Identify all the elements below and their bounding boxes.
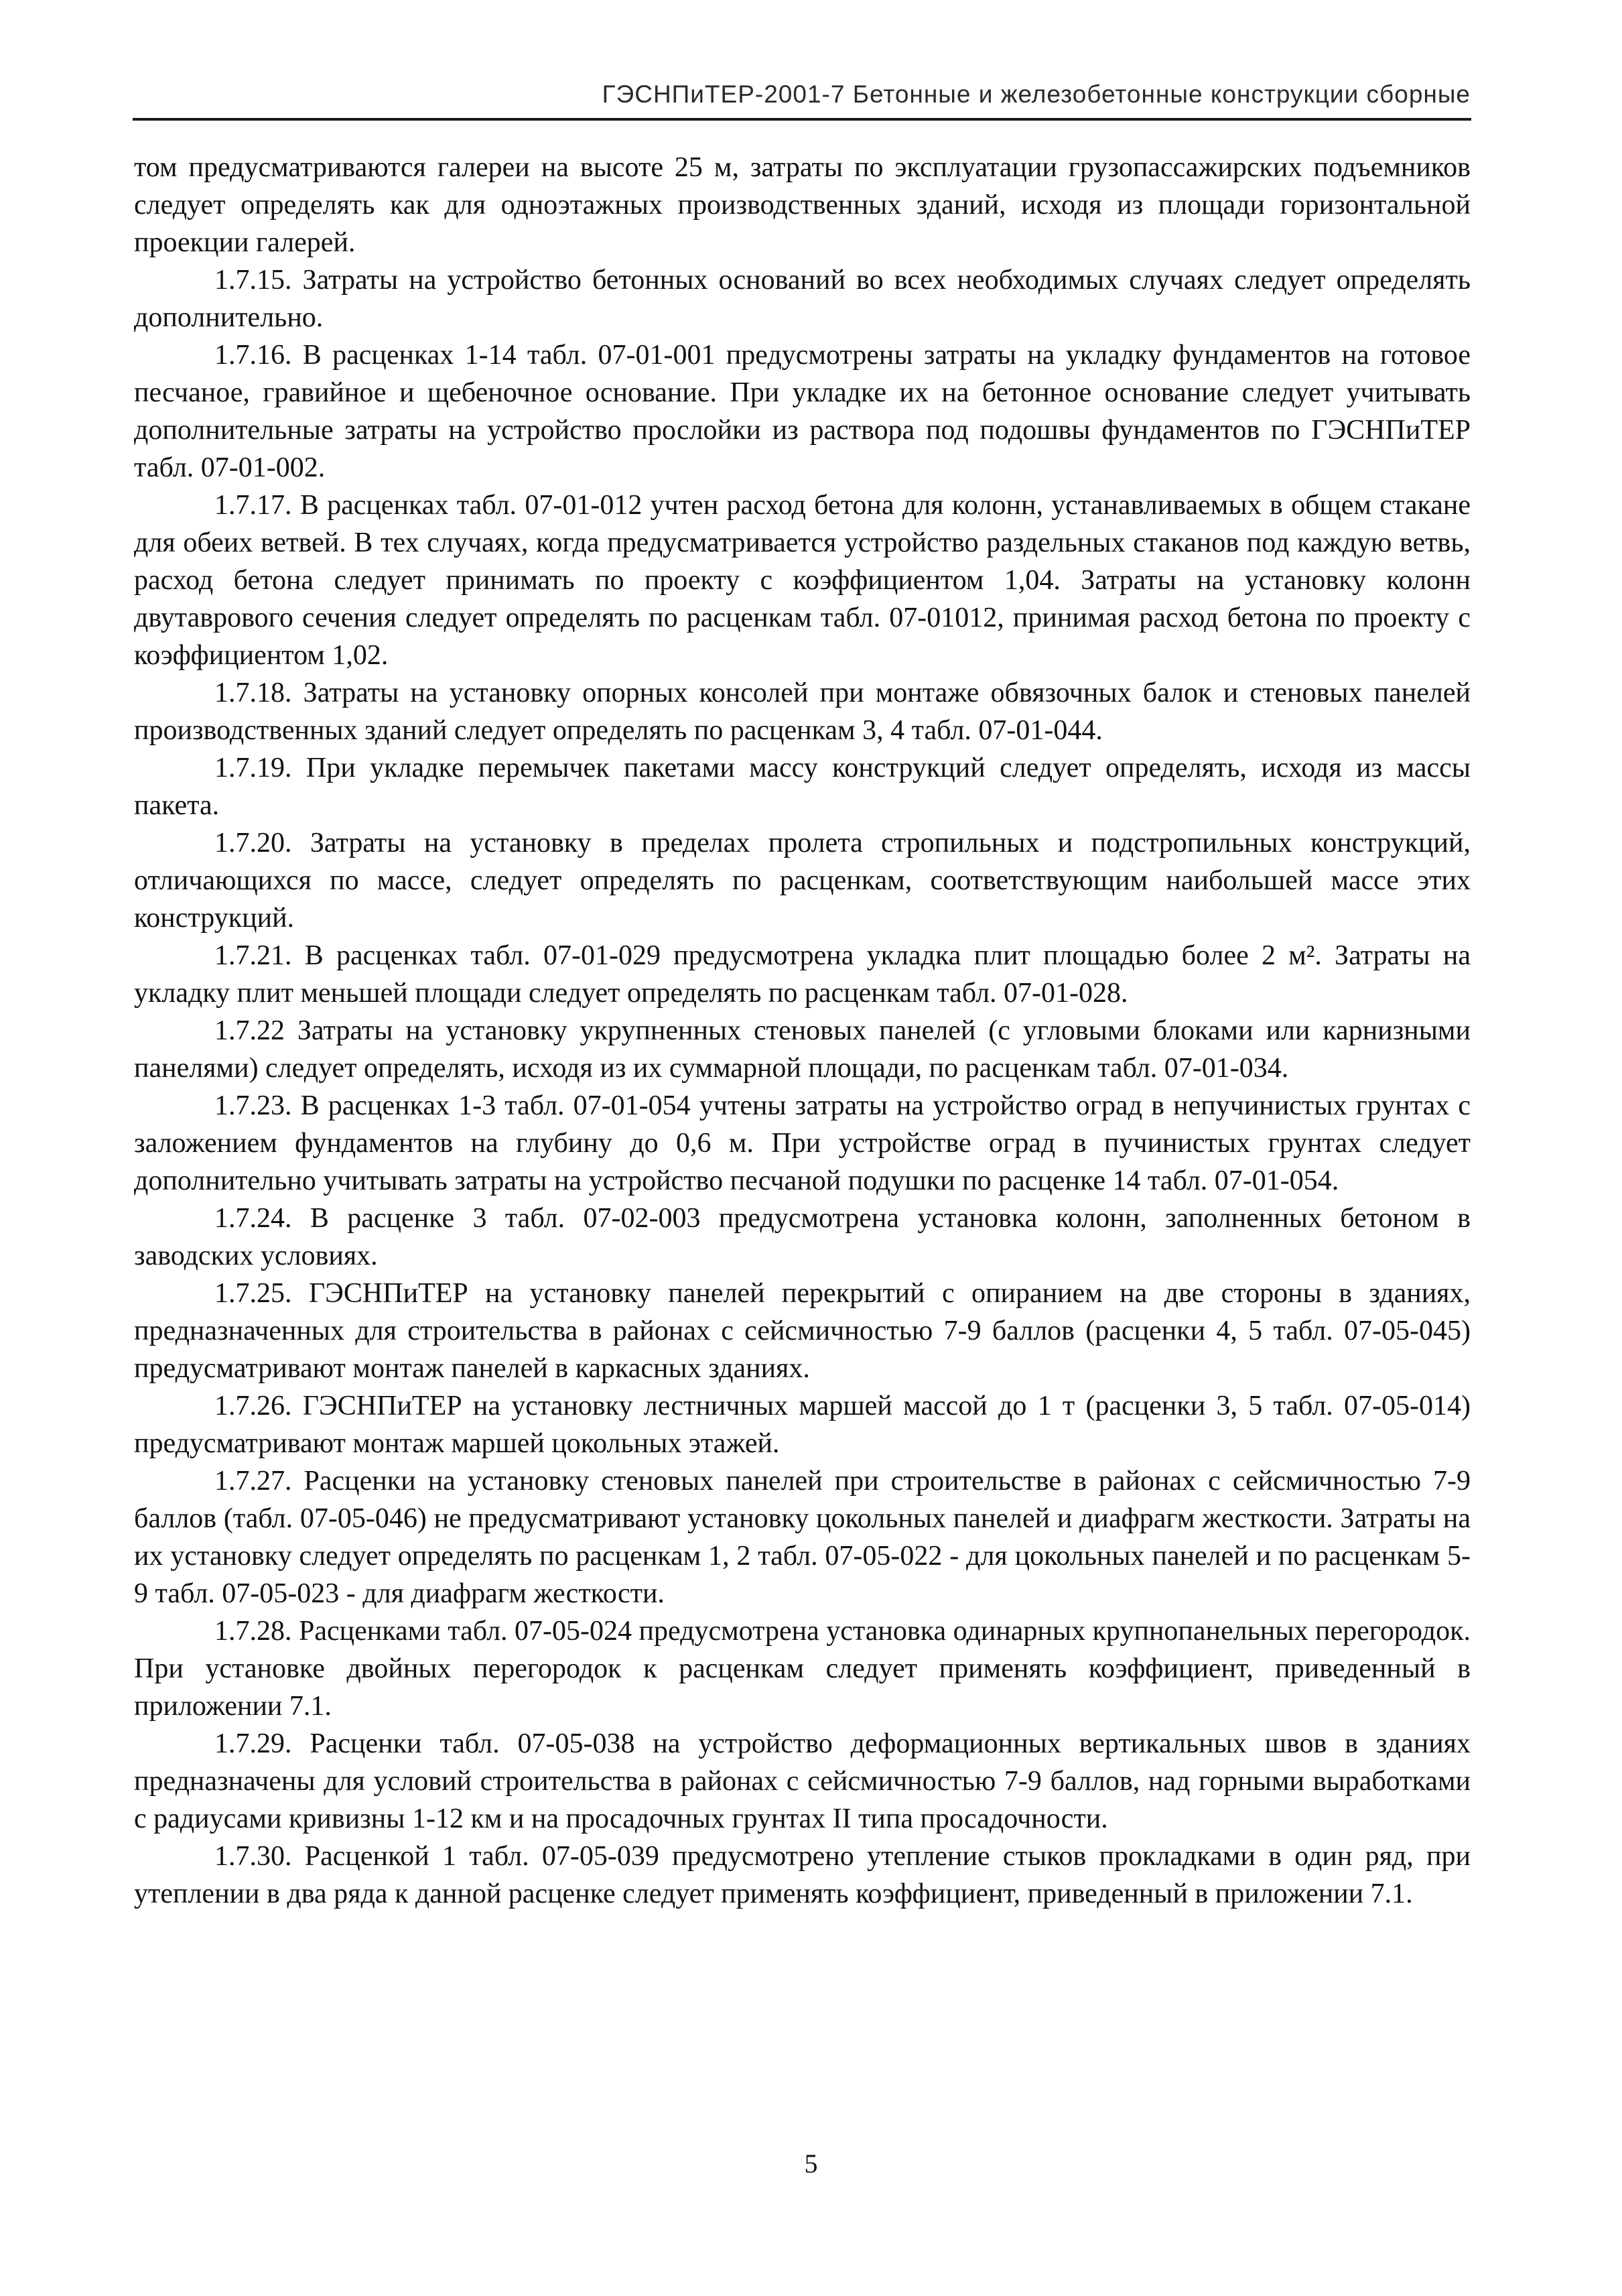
paragraph-1-7-18: 1.7.18. Затраты на установку опорных консолей при монтаже обвязочных балок и стеновых панелей производственных зданий следует определять по расценкам 3, 4 табл. 07-01-044.: [134, 678, 1471, 746]
paragraph-1-7-25: 1.7.25. ГЭСНПиТЕР на установку панелей перекрытий с опиранием на две стороны в зданиях, предназначенных для строительства в районах с сейсмичностью 7-9 баллов (расценки 4, 5 табл. 07-05-045) предусматривают монтаж панелей в каркасных зданиях.: [134, 1278, 1471, 1384]
paragraph-1-7-30: 1.7.30. Расценкой 1 табл. 07-05-039 предусмотрено утепление стыков прокладками в один ряд, при утеплении в два ряда к данной расценке следует применять коэффициент, приведенный в приложении 7.1.: [134, 1841, 1471, 1909]
running-header: ГЭСНПиТЕР-2001-7 Бетонные и железобетонные конструкции сборные: [602, 80, 1471, 108]
header-rule: [133, 118, 1471, 121]
paragraph-1-7-22: 1.7.22 Затраты на установку укрупненных стеновых панелей (с угловыми блоками или карнизными панелями) следует определять, исходя из их суммарной площади, по расценкам табл. 07-01-034.: [134, 1015, 1471, 1084]
paragraph-1-7-23: 1.7.23. В расценках 1-3 табл. 07-01-054 учтены затраты на устройство оград в непучинистых грунтах с заложением фундаментов на глубину до 0,6 м. При устройстве оград в пучинистых грунтах следует дополнительно учитывать затраты на устройство песчаной подушки по расценке 14 табл. 07-01-054.: [134, 1090, 1471, 1196]
paragraph-1-7-20: 1.7.20. Затраты на установку в пределах пролета стропильных и подстропильных конструкций, отличающихся по массе, следует определять по расценкам, соответствующим наибольшей массе этих конструкций.: [134, 828, 1471, 934]
paragraph-1-7-16: 1.7.16. В расценках 1-14 табл. 07-01-001 предусмотрены затраты на укладку фундаментов на готовое песчаное, гравийное и щебеночное основание. При укладке их на бетонное основание следует учитывать дополнительные затраты на устройство прослойки из раствора под подошвы фундаментов по ГЭСНПиТЕР табл. 07-01-002.: [134, 340, 1471, 483]
paragraph-1-7-26: 1.7.26. ГЭСНПиТЕР на установку лестничных маршей массой до 1 т (расценки 3, 5 табл. 07-05-014) предусматривают монтаж маршей цокольных этажей.: [134, 1391, 1471, 1459]
paragraph-1-7-19: 1.7.19. При укладке перемычек пакетами массу конструкций следует определять, исходя из массы пакета.: [134, 753, 1471, 821]
document-body: [134, 149, 1471, 1913]
paragraph-1-7-27: 1.7.27. Расценки на установку стеновых панелей при строительстве в районах с сейсмичностью 7-9 баллов (табл. 07-05-046) не предусматривают установку цокольных панелей и диафрагм жесткости. Затраты на их установку следует определять по расценкам 1, 2 табл. 07-05-022 - для цокольных панелей и по расценкам 5-9 табл. 07-05-023 - для диафрагм жесткости.: [134, 1466, 1471, 1609]
paragraph-1-7-21: 1.7.21. В расценках табл. 07-01-029 предусмотрена укладка плит площадью более 2 м². Затраты на укладку плит меньшей площади следует определять по расценкам табл. 07-01-028.: [134, 940, 1471, 1009]
paragraph-1-7-28: 1.7.28. Расценками табл. 07-05-024 предусмотрена установка одинарных крупнопанельных перегородок. При установке двойных перегородок к расценкам следует применять коэффициент, приведенный в приложении 7.1.: [134, 1616, 1471, 1722]
paragraph-1-7-15: 1.7.15. Затраты на устройство бетонных оснований во всех необходимых случаях следует определять дополнительно.: [134, 265, 1471, 333]
paragraph-1-7-29: 1.7.29. Расценки табл. 07-05-038 на устройство деформационных вертикальных швов в зданиях предназначены для условий строительства в районах с сейсмичностью 7-9 баллов, над горными выработками с радиусами кривизны 1-12 км и на просадочных грунтах II типа просадочности.: [134, 1728, 1471, 1834]
paragraph-1-7-24: 1.7.24. В расценке 3 табл. 07-02-003 предусмотрена установка колонн, заполненных бетоном в заводских условиях.: [134, 1203, 1471, 1271]
paragraph-continuation: том предусматриваются галереи на высоте 25 м, затраты по эксплуатации грузопассажирских подъемников следует определять как для одноэтажных производственных зданий, исходя из площади горизонтальной проекции галерей.: [134, 152, 1471, 258]
page-number: 5: [804, 2149, 818, 2179]
paragraph-1-7-17: 1.7.17. В расценках табл. 07-01-012 учтен расход бетона для колонн, устанавливаемых в общем стакане для обеих ветвей. В тех случаях, когда предусматривается устройство раздельных стаканов под каждую ветвь, расход бетона следует принимать по проекту с коэффициентом 1,04. Затраты на установку колонн двутаврового сечения следует определять по расценкам табл. 07-01012, принимая расход бетона по проекту с коэффициентом 1,02.: [134, 490, 1471, 671]
